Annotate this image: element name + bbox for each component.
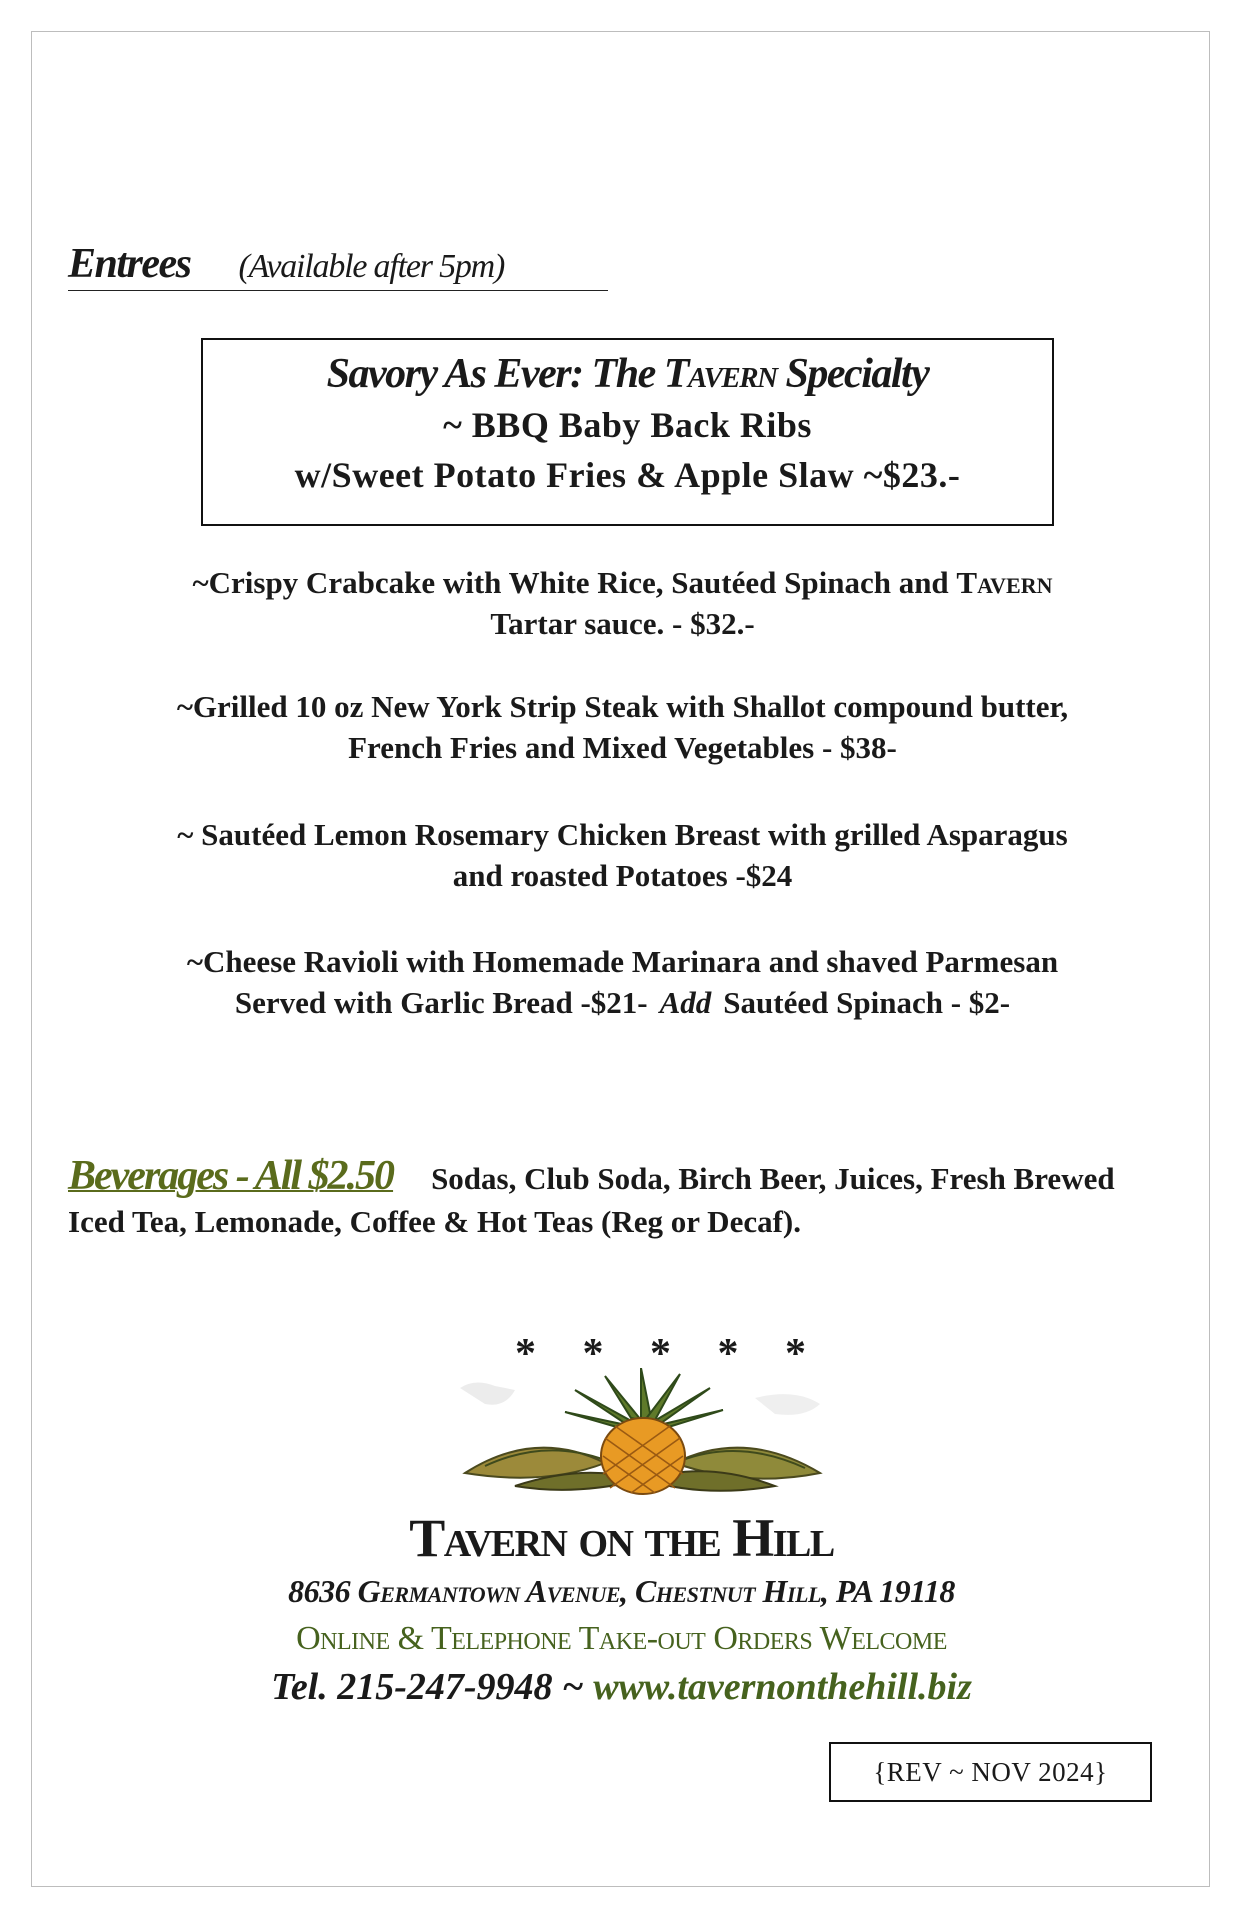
entrees-heading	[68, 240, 608, 291]
entree-crabcake-text: ~Crispy Crabcake with White Rice, Sautéed Spinach and	[192, 565, 957, 600]
entree-ravioli	[70, 941, 1175, 1023]
beverages-title: Beverages - All $2.50	[68, 1153, 394, 1199]
entree-strip-steak-line1: ~Grilled 10 oz New York Strip Steak with Shallot compound butter,	[176, 689, 1069, 724]
contact-line	[0, 1665, 1243, 1709]
entree-strip-steak	[70, 686, 1175, 768]
revision-box: {REV ~ NOV 2024}	[829, 1742, 1152, 1802]
entree-ravioli-line2	[70, 982, 1175, 1023]
entree-ravioli-line1: ~Cheese Ravioli with Homemade Marinara and shaved Parmesan	[186, 944, 1059, 979]
website-link[interactable]: www.tavernonthehill.biz	[593, 1666, 972, 1708]
specialty-sides-price: w/Sweet Potato Fries & Apple Slaw ~$23.-	[294, 455, 961, 495]
entree-crabcake-line1	[70, 562, 1175, 603]
specialty-box	[201, 338, 1054, 526]
takeout-notice: Online & Telephone Take-out Orders Welcome	[296, 1620, 947, 1657]
restaurant-address: 8636 Germantown Avenue, Chestnut Hill, PA 19118	[288, 1573, 955, 1609]
entree-chicken-line2: and roasted Potatoes -$24	[452, 858, 793, 893]
specialty-title-suffix: Specialty	[776, 351, 929, 397]
entrees-title: Entrees	[68, 241, 191, 287]
entree-ravioli-price: Served with Garlic Bread -$21-	[234, 985, 648, 1020]
entree-ravioli-addon: Sautéed Spinach - $2-	[723, 985, 1011, 1020]
entree-crabcake-line2: Tartar sauce. - $32.-	[490, 606, 755, 641]
entree-crabcake-tavern: Tavern	[956, 565, 1053, 600]
specialty-title	[203, 348, 1052, 400]
entree-crabcake	[70, 562, 1175, 644]
telephone: Tel. 215-247-9948 ~	[271, 1666, 594, 1708]
decorative-stars: * * * * *	[515, 1331, 824, 1377]
pineapple-icon	[455, 1368, 828, 1500]
entree-ravioli-add: Add	[659, 985, 712, 1020]
entree-chicken-line1: ~ Sautéed Lemon Rosemary Chicken Breast with grilled Asparagus	[177, 817, 1068, 852]
restaurant-name: Tavern on the Hill	[409, 1508, 834, 1568]
entree-strip-steak-line2: French Fries and Mixed Vegetables - $38-	[348, 730, 897, 765]
beverages-section	[68, 1155, 1128, 1243]
specialty-title-prefix: Savory As Ever: The	[326, 351, 664, 397]
entree-chicken	[70, 814, 1175, 896]
beverages-list: Sodas, Club Soda, Birch Beer, Juices, Fresh Brewed Iced Tea, Lemonade, Coffee & Hot Teas (Reg or Decaf).	[68, 1161, 1115, 1239]
specialty-dish: ~ BBQ Baby Back Ribs	[443, 405, 812, 445]
entrees-availability-note: (Available after 5pm)	[238, 248, 505, 285]
specialty-title-tavern: Tavern	[663, 351, 777, 397]
